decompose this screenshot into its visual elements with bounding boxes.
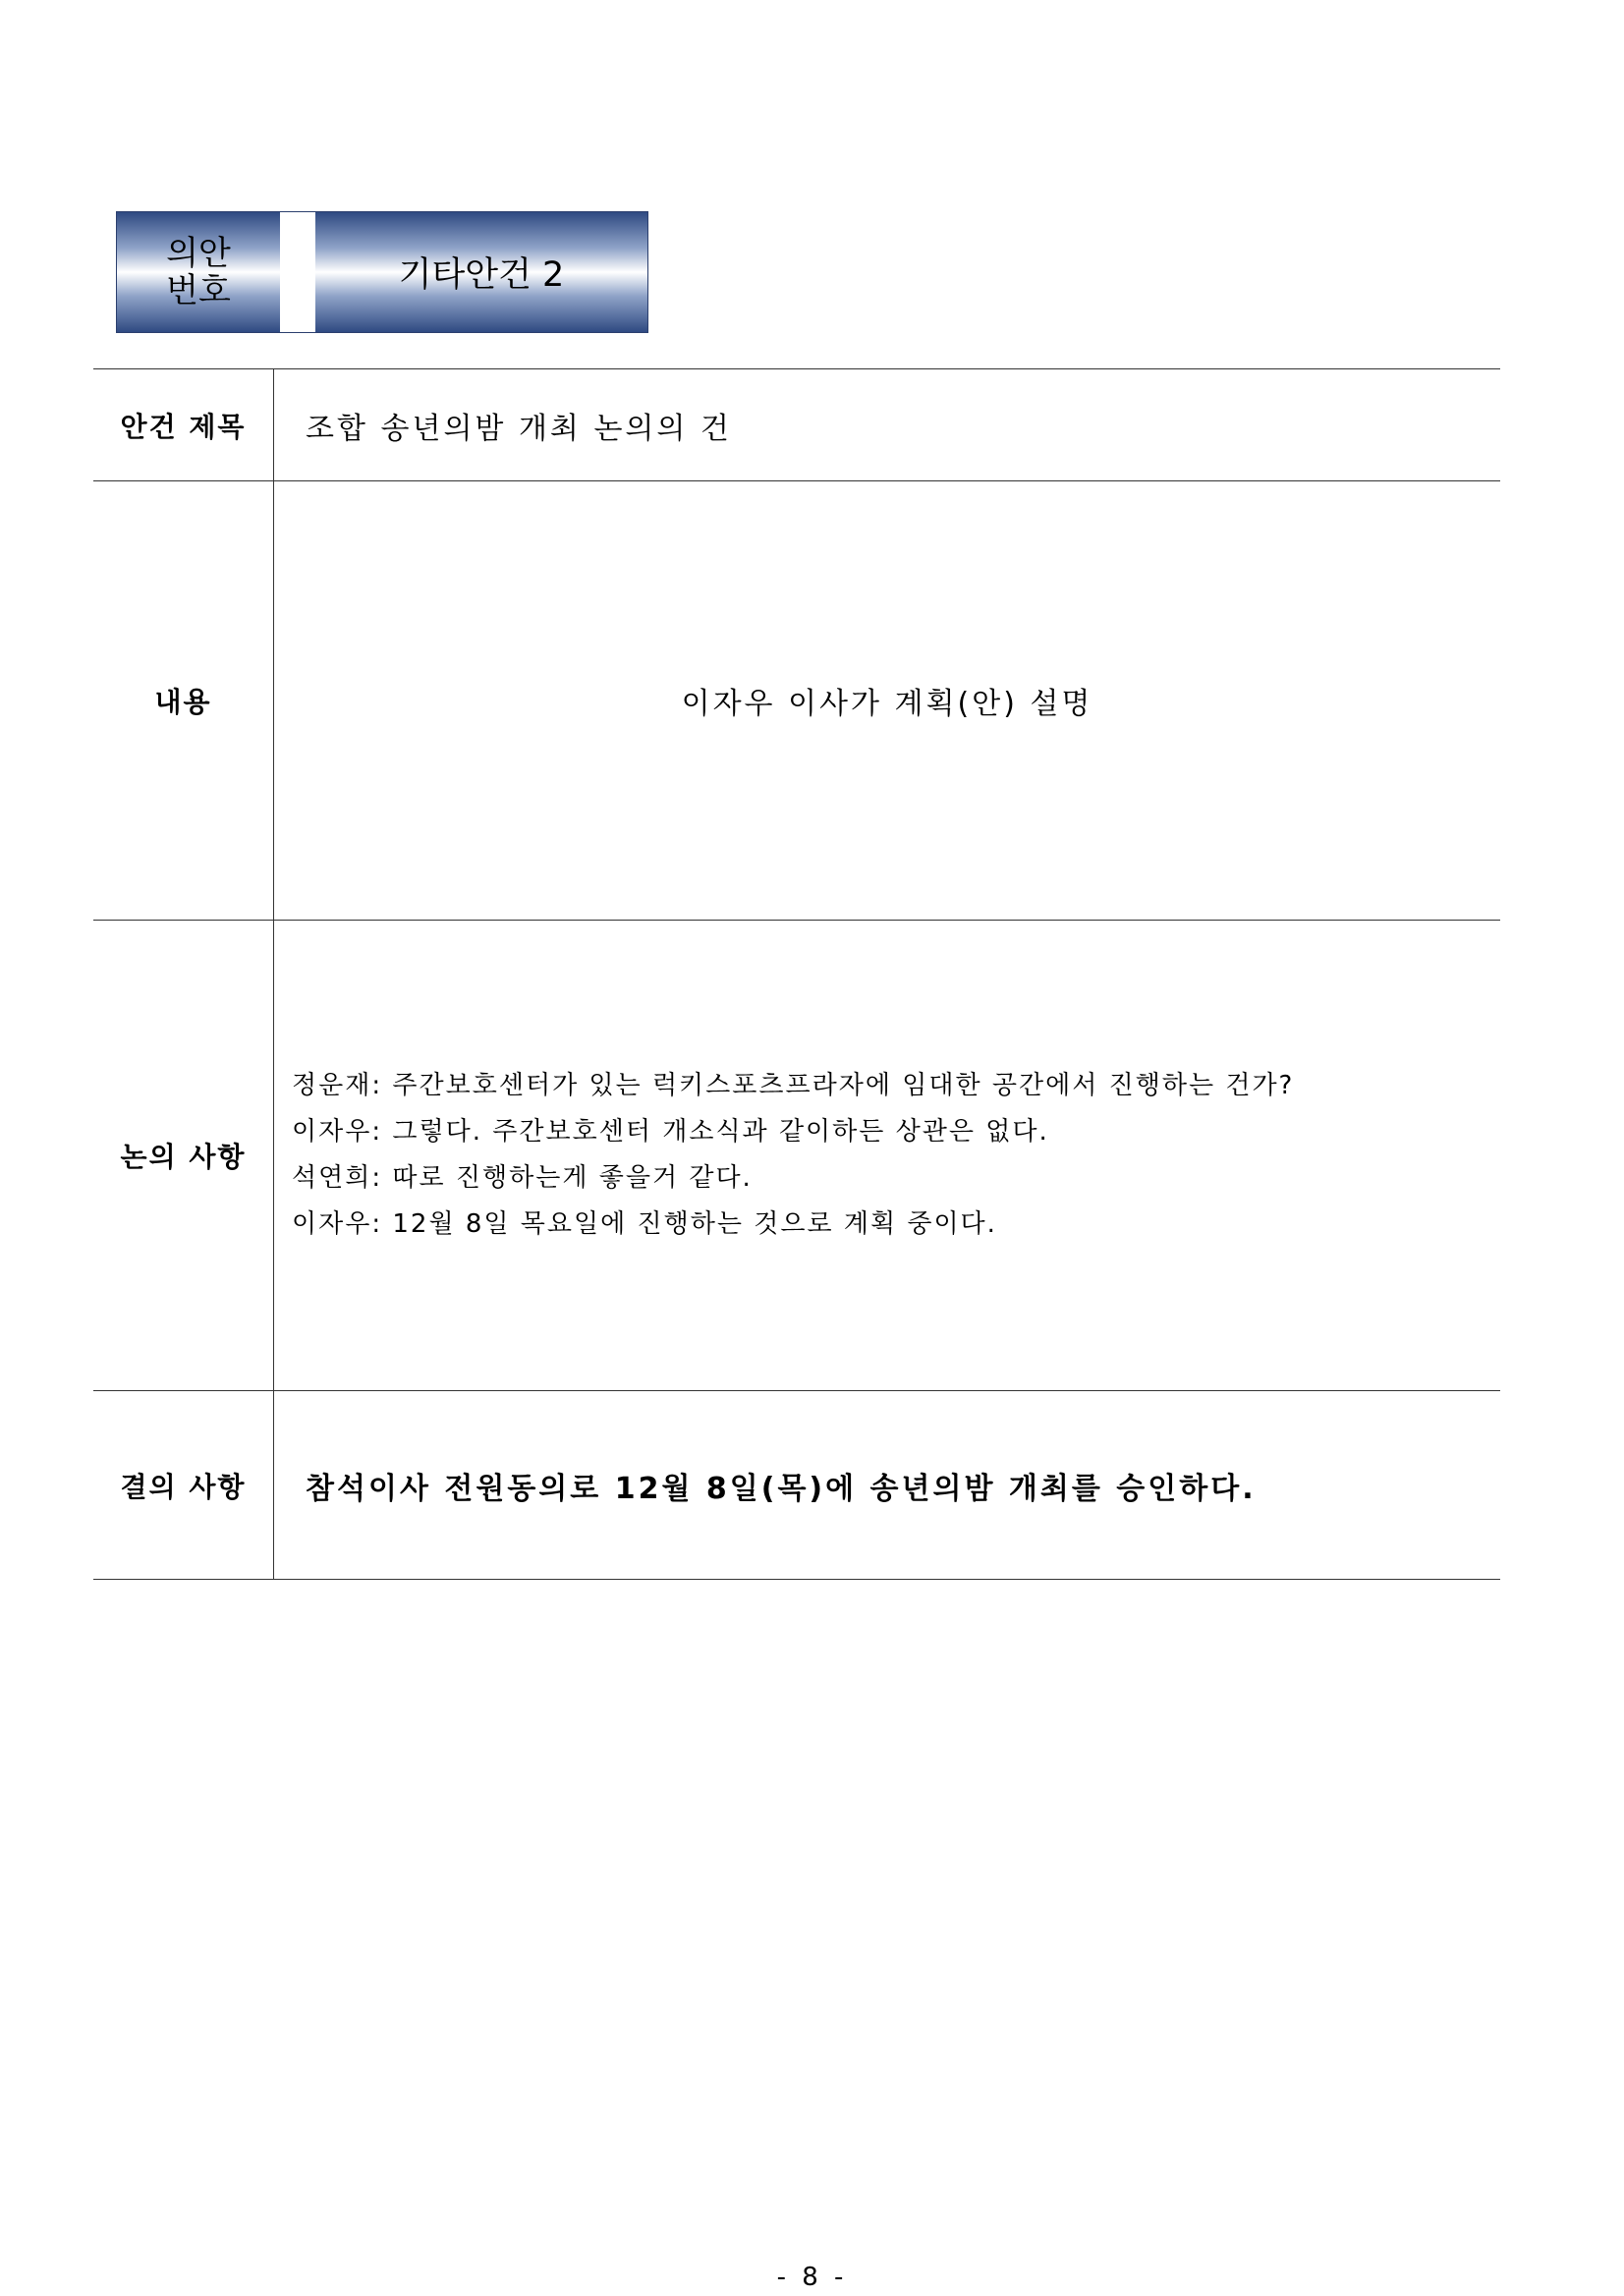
discussion-line: 정운재: 주간보호센터가 있는 럭키스포츠프라자에 임대한 공간에서 진행하는 건가?: [292, 1071, 1295, 1100]
agenda-number-value: 기타안건 2: [315, 212, 647, 332]
page-number: - 8 -: [776, 2263, 848, 2292]
content-label: 내용: [93, 481, 274, 921]
agenda-table: [93, 368, 1500, 1580]
discussion-line: 이자우: 그렇다. 주간보호센터 개소식과 같이하든 상관은 없다.: [292, 1117, 1049, 1147]
discussion-line: 석연희: 따로 진행하는게 좋을거 같다.: [292, 1163, 753, 1193]
content-value: 이자우 이사가 계획(안) 설명: [274, 481, 1501, 921]
resolution-value: 참석이사 전원동의로 12월 8일(목)에 송년의밤 개최를 승인하다.: [274, 1391, 1501, 1580]
title-label: 안건 제목: [93, 369, 274, 481]
table-row-resolution: [93, 1391, 1500, 1580]
discussion-lines: [292, 1063, 1500, 1248]
discussion-label: 논의 사항: [93, 921, 274, 1391]
agenda-number-badge: [116, 211, 648, 333]
agenda-number-label-line1: 의안: [166, 234, 231, 273]
badge-divider: [280, 212, 315, 332]
agenda-number-label: [117, 212, 280, 332]
discussion-line: 이자우: 12월 8일 목요일에 진행하는 것으로 계획 중이다.: [292, 1209, 997, 1239]
title-value: 조합 송년의밤 개최 논의의 건: [274, 369, 1501, 481]
table-row-discussion: [93, 921, 1500, 1391]
table-row-title: [93, 369, 1500, 481]
agenda-number-label-line2: 번호: [166, 271, 231, 310]
discussion-value: [274, 921, 1501, 1391]
table-row-content: [93, 481, 1500, 921]
resolution-label: 결의 사항: [93, 1391, 274, 1580]
